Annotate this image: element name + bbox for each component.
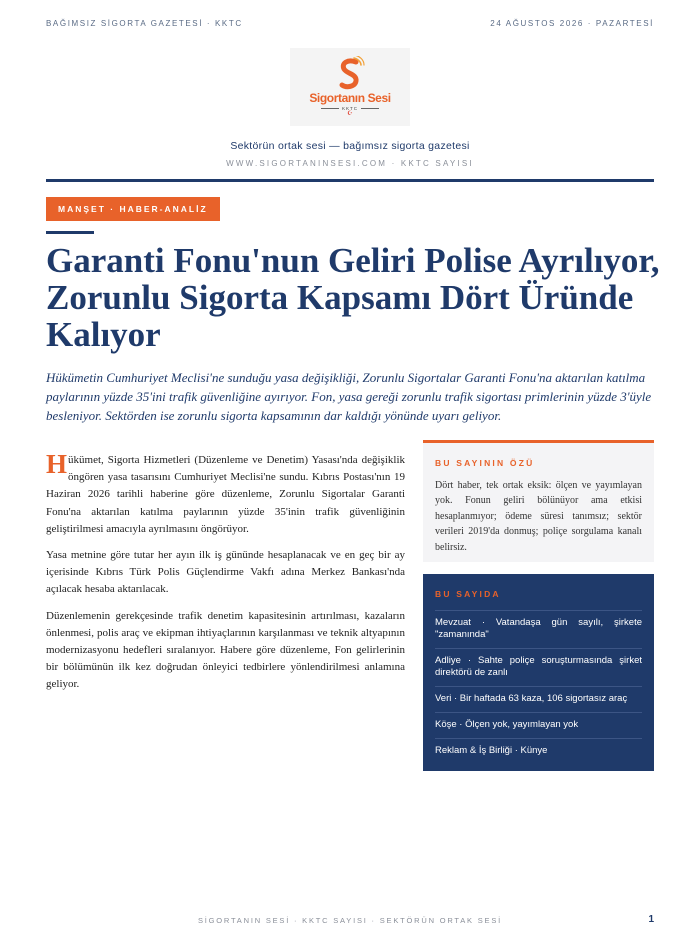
contents-item-adliye[interactable]: Adliye · Sahte poliçe soruşturmasında şirket direktörü de zanlı [435,648,642,686]
article-body [46,449,405,703]
logo-s-mark-icon [335,56,365,92]
masthead-date: 24 AĞUSTOS 2026 · PAZARTESİ [490,19,654,28]
crescent-star-icon: ☪ [347,111,353,117]
header-divider [46,179,654,182]
paragraph-2: Yasa metnine göre tutar her ayın ilk iş gününde hesaplanacak ve en geç bir ay içerisinde Kıbrıs Türk Polis Güçlendirme Vakfı adına Merkez Bankası'nda açılacak hesaba aktarılacak. [46,549,405,596]
page-number: 1 [648,914,654,925]
contents-title: BU SAYIDA [435,589,501,599]
summary-text: Dört haber, tek ortak eksik: ölçen ve yayımlayan yok. Fonun geliri bölünüyor ama etkisi hesaplanmıyor; ödeme süresi tanımsız; sektör verileri 2019'da donmuş; poliçe sorgulama kanalı belirsiz. [435,480,642,553]
headline: Garanti Fonu'nun Geliri Polise Ayrılıyor, Zorunlu Sigorta Kapsamı Dört Üründe Kalıyor [46,241,660,354]
paragraph-3: Düzenlemenin gerekçesinde trafik denetim kapasitesinin artırılması, kazaların önlenmesi, polis araç ve ekipman ihtiyaçlarının karşılanması ve teknik altyapının modernizasyonu hedefleri sıralanıyor. Habere göre düzenleme, Fon gelirlerinin bir bölümünün ilk kez doğrudan önleyici tedbirlere yönlendirilmesi anlamına geliyor. [46,609,405,691]
footer: SİGORTANIN SESİ · KKTC SAYISI · SEKTÖRÜN ORTAK SESİ [197,916,503,925]
paragraph-1 [46,449,405,538]
logo-line-right [361,108,379,109]
summary-box [423,440,654,562]
logo-line-left [321,108,339,109]
paragraph-1-text: ükümet, Sigorta Hizmetleri (Düzenleme ve Denetim) Yasası'nda değişiklik öngören yasa tasarısını Cumhuriyet Meclisi'ne sundu. Kıbrıs Postası'nın 19 Haziran 2026 tarihli haberine göre düzenleme, Zorunlu Sigortalar Garanti Fonu'na aktarılan katılma paylarının yüzde 35'inin trafik güvenliğinin geliştirilmesi amacıyla ayrılmasını öngörüyor. [46,454,405,535]
logo-wordmark: Sigortanın Sesi [309,91,391,105]
contents-list [435,610,642,764]
contents-box [423,574,654,771]
logo[interactable] [290,48,410,126]
kicker-accent-line [46,231,94,234]
masthead-bar [46,19,654,28]
contents-item-veri[interactable]: Veri · Bir haftada 63 kaza, 106 sigortasız araç [435,686,642,712]
site-url: WWW.SIGORTANINSESI.COM · KKTC SAYISI [226,159,474,168]
summary-title: BU SAYININ ÖZÜ [435,458,535,468]
tagline: Sektörün ortak sesi — bağımsız sigorta gazetesi [230,140,470,152]
logo-sub-text: KKTC [341,106,358,111]
contents-item-mevzuat[interactable]: Mevzuat · Vatandaşa gün sayılı, şirkete "zamanında" [435,610,642,648]
standfirst: Hükümetin Cumhuriyet Meclisi'ne sunduğu yasa değişikliği, Zorunlu Sigortalar Garanti Fonu'na aktarılan katılma paylarının yüzde 35'ini trafik güvenliğine ayırıyor. Fon, yasa gereği zorunlu trafik sigortası primlerinin yüzde 3'üyle besleniyor. Sektörden ise zorunlu sigorta kapsamının dar kaldığı yönünde uyarı geliyor. [46,370,652,423]
drop-cap: H [46,449,68,479]
contents-item-kose[interactable]: Köşe · Ölçen yok, yayımlayan yok [435,712,642,738]
masthead-left: BAĞIMSIZ SİGORTA GAZETESİ · KKTC [46,19,243,28]
contents-item-reklam[interactable]: Reklam & İş Birliği · Künye [435,738,642,764]
section-kicker: MANŞET · HABER-ANALİZ [46,197,220,221]
